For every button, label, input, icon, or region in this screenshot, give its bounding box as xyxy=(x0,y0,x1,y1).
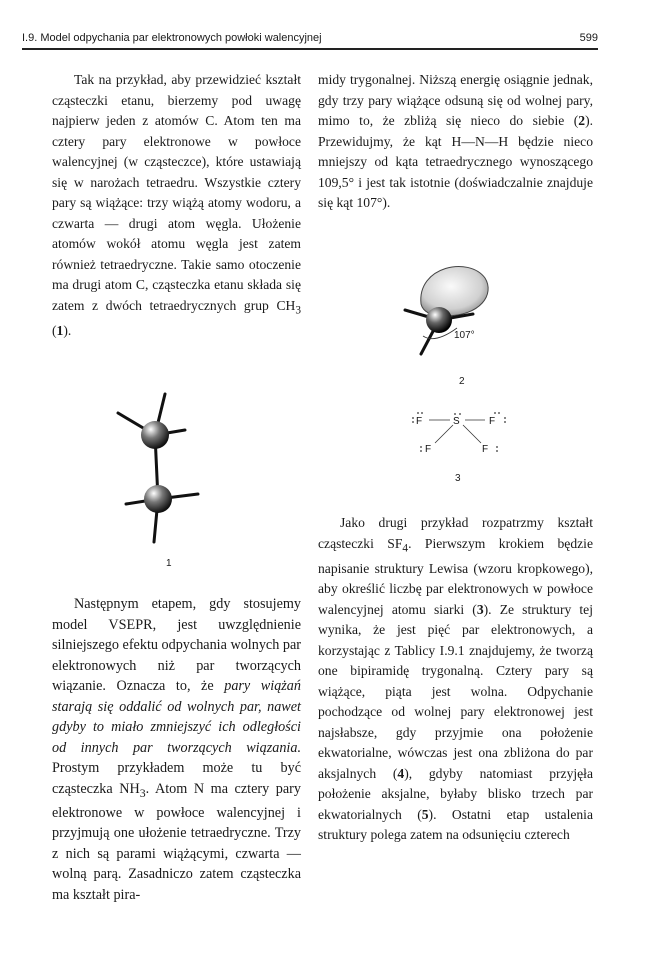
atom-f-bottom-left: F xyxy=(425,444,432,455)
figure-3-sf4-lewis xyxy=(405,405,515,465)
paragraph-nh3-continued: midy trygonalnej. Niższą energię osiągnie jednak, gdy trzy pary wiążące odsuną się od wolnej pary, mimo to, że zbliżą się nieco do siebie (2). Przewidujmy, że kąt H—N—H będzie nieco mniejszy od kąta tetraedrycznego wynoszącego 109,5° i jest tak istotnie (doświadczalnie znajduje się kąt 107°). xyxy=(318,72,593,210)
right-column-top xyxy=(318,70,593,214)
figure-1-ethane xyxy=(90,400,230,550)
left-column-top xyxy=(52,70,301,341)
atom-f-right: F xyxy=(489,416,496,427)
atom-f-bottom-right: F xyxy=(482,444,489,455)
running-header xyxy=(22,28,598,50)
lone-pair-lobe xyxy=(421,266,488,316)
ethane-bonds xyxy=(118,394,198,542)
paragraph-vsepr: Następnym etapem, gdy stosujemy model VSEPR, jest uwzględnienie silniejszego efektu odpychania wolnych par elektronowych niż par tworzących wiązanie. Oznacza to, że pary wiążań starają się oddalić od wolnych par, nawet gdyby to miało zmniejszyć ich odległości od innych par tworzących wiązania. Prostym przykładem może tu być cząsteczka $NH_3$. Atom N ma cztery pary elektronowe w powłoce walencyjnej i przyjmują one ułożenie tetraedryczne. Trzy z nich są parami wiążącymi, czwarta — wolną parą. Zasadniczo zatem cząsteczka ma kształt pira- xyxy=(52,596,301,903)
atom-f-left: F xyxy=(416,416,423,427)
page-number: 599 xyxy=(579,32,598,44)
carbon-atom-top xyxy=(141,421,169,449)
header-rule xyxy=(22,48,598,50)
paragraph-sf4: Jako drugi przykład rozpatrzmy kształt cząsteczki $SF_4$. Pierwszym krokiem będzie napisanie struktury Lewisa (wzoru kropkowego), aby określić liczbę par elektronowych w powłoce walencyjnej atomu siarki (3). Ze struktury tej wynika, że jest pięć par elektronowych, a korzystając z Tablicy I.9.1 znajdujemy, że tworzą one bipiramidę trygonalną. Cztery pary są wiążące, piąta jest wolna. Odpychanie pochodzące od wolnej pary elektronowej jest najsłabsze, gdy przyjmie ona położenie ekwatorialne, wówczas jest ona zbliżona do par aksjalnych (4), gdyby natomiast przyjęła położenie aksjalne, byłaby blisko trzech par ekwatorialnych (5). Ostatni etap ustalenia struktury polega zatem na odsunięciu czterech xyxy=(318,515,593,843)
paragraph-ethane: Tak na przykład, aby przewidzieć kształt cząsteczki etanu, bierzemy pod uwagę najpierw jeden z atomów C. Atom ten ma cztery pary elektronowe w powłoce walencyjnej (w cząsteczce), które ustawiają się w narożach tetraedru. Wszystkie cztery pary są wiążące: trzy wiążą atomy wodoru, a czwarta — drugi atom węgla. Ułożenie atomów wokół atomu węgla jest zatem również tetraedryczne. Takie samo otoczenie ma drugi atom C, cząsteczka etanu składa się zatem z dwóch tetraedrycznych grup $CH_3$ (1). xyxy=(52,72,301,338)
figure-1-label: 1 xyxy=(166,558,172,569)
atom-s-center: S xyxy=(453,416,460,427)
figure-2-angle: 107° xyxy=(454,330,475,341)
nitrogen-atom xyxy=(426,307,452,333)
right-column-bottom xyxy=(318,513,593,846)
section-title: I.9. Model odpychania par elektronowych powłoki walencyjnej xyxy=(22,32,322,44)
figure-3-label: 3 xyxy=(455,473,461,484)
figure-2-ammonia-lone-pair xyxy=(395,258,525,368)
left-column-bottom xyxy=(52,594,301,905)
figure-2-label: 2 xyxy=(459,376,465,387)
carbon-atom-bottom xyxy=(144,485,172,513)
